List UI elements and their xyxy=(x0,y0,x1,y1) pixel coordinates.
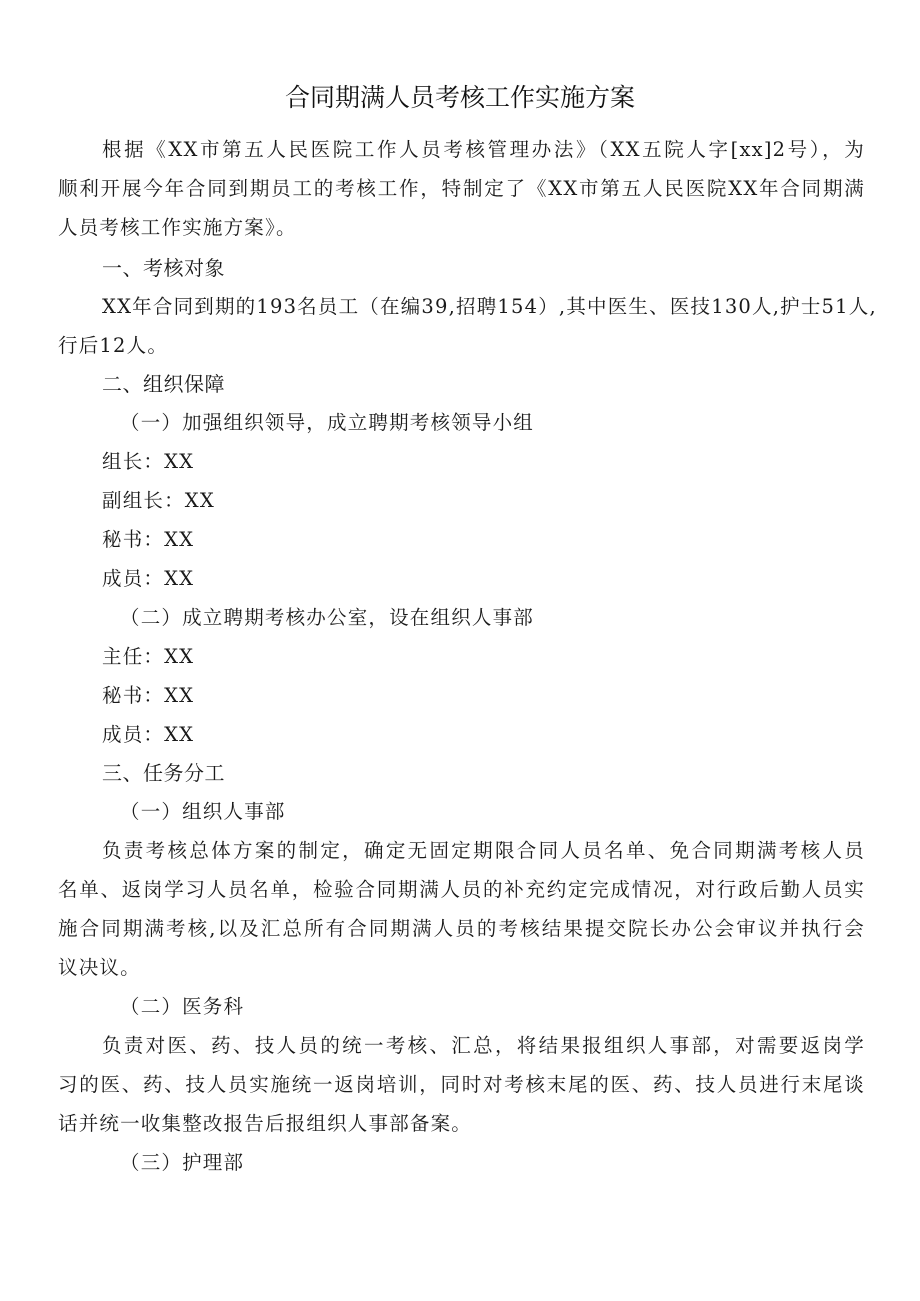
section2-sub2: （二）成立聘期考核办公室，设在组织人事部 xyxy=(120,606,535,629)
section1-body-line-2: 行后12人。 xyxy=(58,334,169,357)
medical-duty-line-3: 话并统一收集整改报告后报组织人事部备案。 xyxy=(58,1112,473,1135)
section1-body-line-1: XX年合同到期的193名员工（在编39,招聘154）,其中医生、医技130人,护士51人, xyxy=(102,295,877,318)
deputy-leader-item: 副组长：XX xyxy=(102,489,215,512)
section2-heading: 二、组织保障 xyxy=(102,372,225,396)
medical-duty-line-1: 负责对医、药、技人员的统一考核、汇总，将结果报组织人事部，对需要返岗学 xyxy=(102,1034,865,1057)
section3-sub3: （三）护理部 xyxy=(120,1151,245,1174)
section1-heading: 一、考核对象 xyxy=(102,256,225,280)
member-item: 成员：XX xyxy=(102,567,195,590)
director-item: 主任：XX xyxy=(102,645,195,668)
office-member-item: 成员：XX xyxy=(102,723,195,746)
secretary-item: 秘书：XX xyxy=(102,528,195,551)
page-title: 合同期满人员考核工作实施方案 xyxy=(284,83,635,112)
section2-sub1: （一）加强组织领导，成立聘期考核领导小组 xyxy=(120,411,535,434)
intro-line-1: 根据《XX市第五人民医院工作人员考核管理办法》（XX五院人字[xx]2号），为 xyxy=(102,138,865,161)
section3-heading: 三、任务分工 xyxy=(102,761,225,785)
section3-sub1: （一）组织人事部 xyxy=(120,800,286,823)
medical-duty-line-2: 习的医、药、技人员实施统一返岗培训，同时对考核末尾的医、药、技人员进行末尾谈 xyxy=(58,1073,865,1096)
hr-duty-line-1: 负责考核总体方案的制定，确定无固定期限合同人员名单、免合同期满考核人员 xyxy=(102,839,865,862)
intro-line-2: 顺利开展今年合同到期员工的考核工作，特制定了《XX市第五人民医院XX年合同期满 xyxy=(58,177,865,200)
office-secretary-item: 秘书：XX xyxy=(102,684,195,707)
hr-duty-line-2: 名单、返岗学习人员名单，检验合同期满人员的补充约定完成情况，对行政后勤人员实 xyxy=(58,878,865,901)
hr-duty-line-3: 施合同期满考核,以及汇总所有合同期满人员的考核结果提交院长办公会审议并执行会 xyxy=(58,917,865,940)
leader-item: 组长：XX xyxy=(102,450,195,473)
hr-duty-line-4: 议决议。 xyxy=(58,956,141,979)
section3-sub2: （二）医务科 xyxy=(120,995,245,1018)
intro-line-3: 人员考核工作实施方案》。 xyxy=(58,216,297,239)
